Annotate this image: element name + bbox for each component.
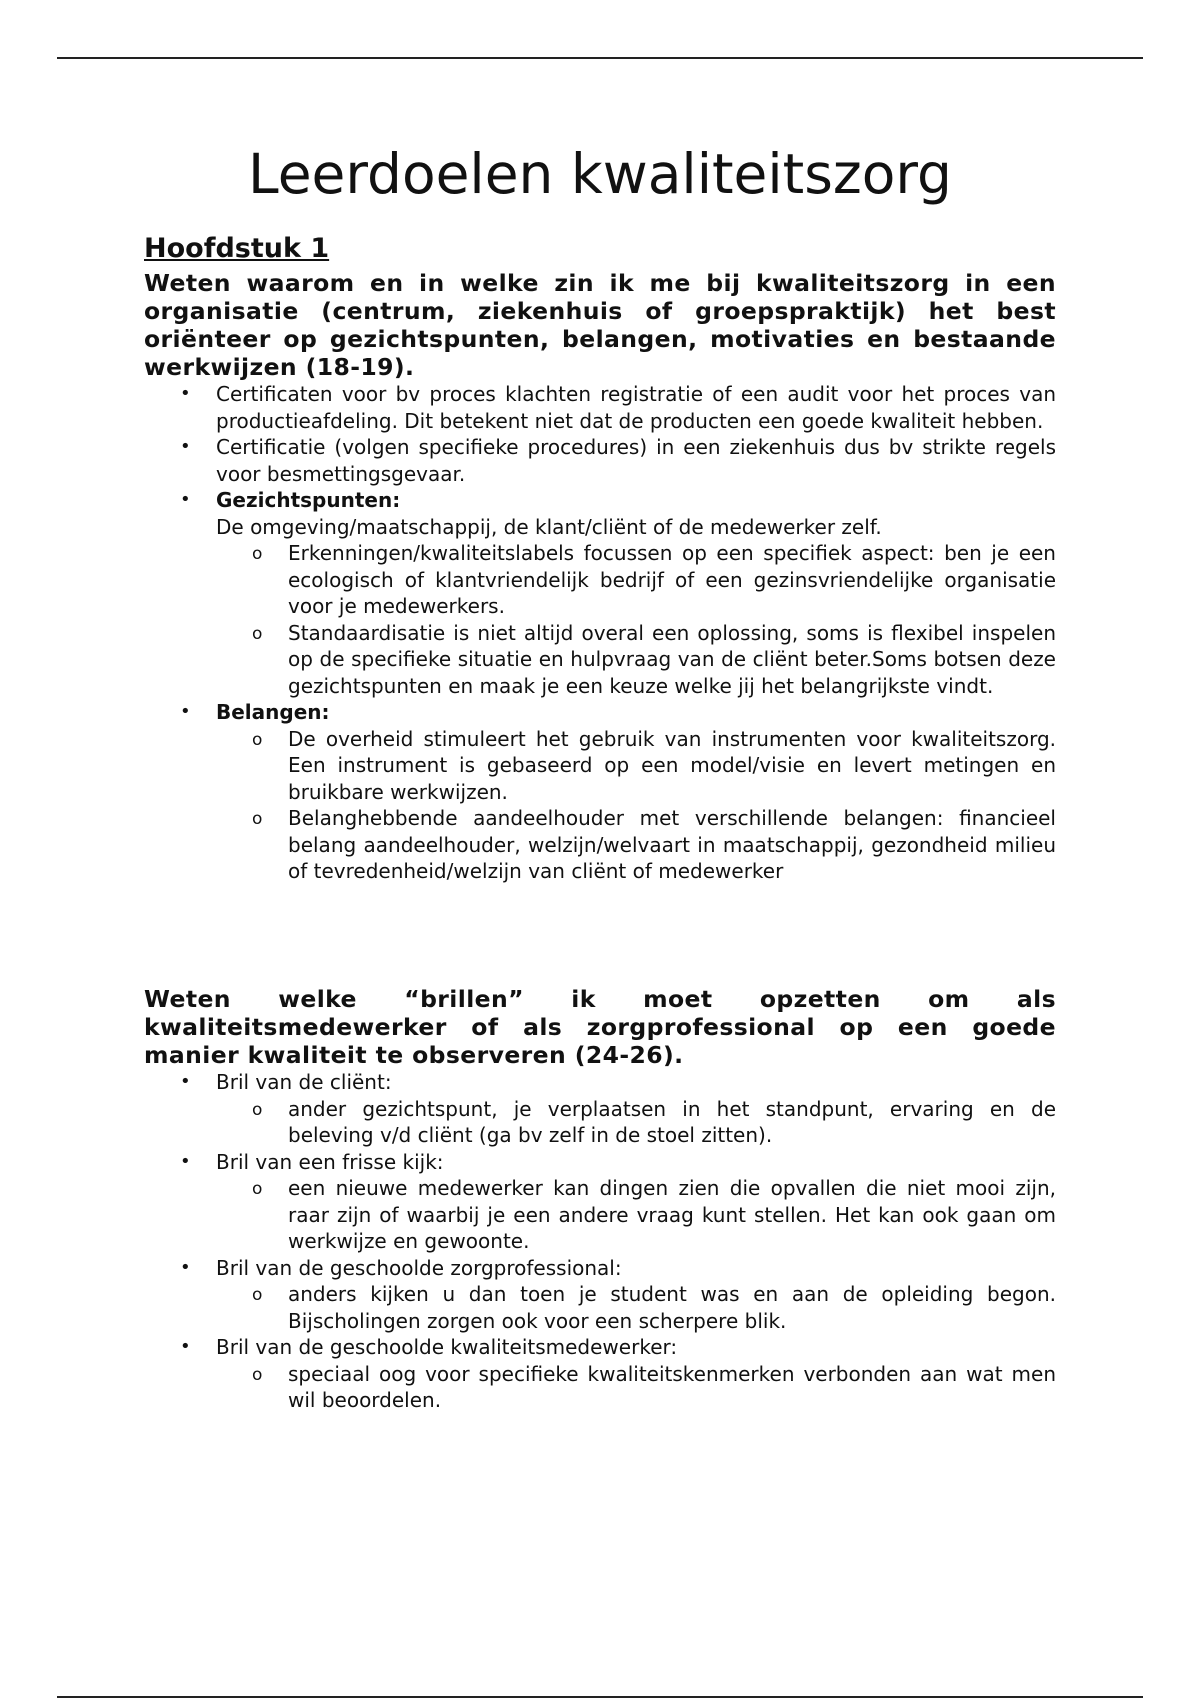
sub-list-item (216, 805, 1056, 885)
sub-list-item-text: Erkenningen/kwaliteitslabels focussen op een specifiek aspect: ben je een ecologisch of klantvriendelijk bedrijf of een gezinsvriendelijke organisatie voor je medewerkers. (288, 541, 1056, 618)
circle-bullet-icon: o (252, 809, 263, 829)
circle-bullet-icon: o (252, 1285, 263, 1305)
sub-list-item-text: een nieuwe medewerker kan dingen zien die opvallen die niet mooi zijn, raar zijn of waarbij je een andere vraag kunt stellen. Het kan ook gaan om werkwijze en gewoonte. (288, 1176, 1056, 1253)
gezichtspunten-text: De omgeving/maatschappij, de klant/cliënt of de medewerker zelf. (216, 514, 882, 539)
bullet-icon: • (180, 701, 191, 722)
list-item (144, 381, 1056, 434)
learning-goal-2: Weten welke “brillen” ik moet opzetten om als kwaliteitsmedewerker of als zorgprofessional op een goede manier kwaliteit te observeren (24-26). (144, 985, 1056, 1069)
circle-bullet-icon: o (252, 1099, 263, 1120)
sub-list-item-text: Belanghebbende aandeelhouder met verschillende belangen: financieel belang aandeelhouder, welzijn/welvaart in maatschappij, gezondheid milieu of tevredenheid/welzijn van cliënt of medewerker (288, 806, 1056, 883)
sub-list-item (216, 620, 1056, 700)
bril-sublist (216, 1361, 1056, 1414)
bril-label: Bril van een frisse kijk: (216, 1149, 444, 1174)
page-title: Leerdoelen kwaliteitszorg (248, 142, 952, 206)
bril-sublist (216, 1096, 1056, 1149)
gezichtspunten-label: Gezichtspunten: (216, 488, 401, 512)
sub-list-item (216, 1175, 1056, 1255)
sub-list-item (216, 540, 1056, 620)
gezichtspunten-sublist (216, 540, 1056, 699)
bril-sublist (216, 1175, 1056, 1255)
belangen-sublist (216, 726, 1056, 885)
bullet-icon: • (180, 1336, 191, 1357)
list-item (144, 434, 1056, 487)
chapter-heading: Hoofdstuk 1 (144, 233, 330, 264)
goal-1-bullet-list (144, 381, 1056, 885)
bullet-icon: • (180, 1150, 191, 1172)
sub-list-item (216, 1361, 1056, 1414)
list-item-bril (144, 1334, 1056, 1414)
bril-label: Bril van de cliënt: (216, 1070, 392, 1094)
circle-bullet-icon: o (252, 623, 263, 644)
list-item-belangen (144, 699, 1056, 885)
bril-label: Bril van de geschoolde zorgprofessional: (216, 1255, 622, 1280)
sub-list-item-text: Standaardisatie is niet altijd overal een oplossing, soms is flexibel inspelen op de specifieke situatie en hulpvraag van de cliënt beter.Soms botsen deze gezichtspunten en maak je een keuze welke jij het belangrijkste vindt. (288, 620, 1056, 698)
sub-list-item-text: speciaal oog voor specifieke kwaliteitskenmerken verbonden aan wat men wil beoordelen. (288, 1361, 1056, 1412)
sub-list-item (216, 1096, 1056, 1149)
list-item-text: Certificaten voor bv proces klachten registratie of een audit voor het proces van productieafdeling. Dit betekent niet dat de producten een goede kwaliteit hebben. (216, 382, 1056, 433)
header-rule (57, 57, 1143, 59)
list-item-bril (144, 1255, 1056, 1335)
sub-list-item-text: De overheid stimuleert het gebruik van instrumenten voor kwaliteitszorg. Een instrument is gebaseerd op een model/visie en levert metingen en bruikbare werkwijzen. (288, 726, 1056, 804)
bullet-icon: • (180, 436, 191, 457)
bullet-icon: • (180, 489, 191, 510)
sub-list-item-text: anders kijken u dan toen je student was en aan de opleiding begon. Bijscholingen zorgen ook voor een scherpere blik. (288, 1282, 1056, 1333)
list-item-text: Certificatie (volgen specifieke procedures) in een ziekenhuis dus bv strikte regels voor besmettingsgevaar. (216, 435, 1056, 486)
list-item-bril (144, 1069, 1056, 1149)
sub-list-item (216, 726, 1056, 806)
belangen-label: Belangen: (216, 700, 330, 724)
bullet-icon: • (180, 1256, 191, 1278)
list-item-gezichtspunten (144, 487, 1056, 699)
sub-list-item-text: ander gezichtspunt, je verplaatsen in het standpunt, ervaring en de beleving v/d cliënt (ga bv zelf in de stoel zitten). (288, 1096, 1056, 1147)
bril-sublist (216, 1281, 1056, 1334)
bullet-icon: • (180, 1071, 191, 1092)
footer-rule (57, 1696, 1143, 1698)
learning-goal-1: Weten waarom en in welke zin ik me bij kwaliteitszorg in een organisatie (centrum, ziekenhuis of groepspraktijk) het best oriënteer op gezichtspunten, belangen, motivaties en bestaande werkwijzen (18-19). (144, 269, 1056, 381)
circle-bullet-icon: o (252, 1179, 263, 1199)
bril-label: Bril van de geschoolde kwaliteitsmedewerker: (216, 1335, 678, 1359)
circle-bullet-icon: o (252, 544, 263, 564)
sub-list-item (216, 1281, 1056, 1334)
list-item-bril (144, 1149, 1056, 1255)
bullet-icon: • (180, 383, 191, 404)
goal-2-bullet-list (144, 1069, 1056, 1414)
circle-bullet-icon: o (252, 729, 263, 750)
circle-bullet-icon: o (252, 1364, 263, 1385)
